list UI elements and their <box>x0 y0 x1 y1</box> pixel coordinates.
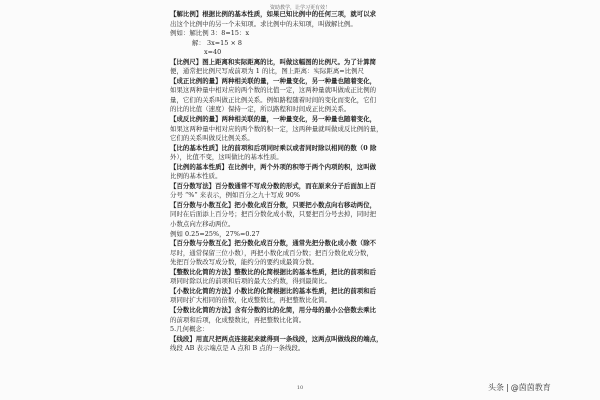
text-line: 先把百分数改写成分数，能约分的要约成最简分数。 <box>170 258 319 267</box>
text-line: 【整数比化简的方法】整数比的化简根据比的基本性质，把比的前项和后 <box>170 267 377 276</box>
text-line: 例如：解比例 3：8=15：x <box>170 29 250 38</box>
text-line: 小数点向左移动两位。 <box>170 220 235 229</box>
text-line: 5.几何概念： <box>170 325 209 334</box>
text-line: 【比例的基本性质】在比例中，两个外项的积等于两个内项的积，这叫做 <box>170 162 377 171</box>
text-line: 【百分数写法】百分数通常不写成分数的形式，而在原来分子后面加上百 <box>170 181 377 190</box>
text-line: 【成反比例的量】两种相关联的量，一种量变化，另一种量也随着变化， <box>170 115 377 124</box>
text-line: 量，它们的关系叫做正比例关系。例如路程随着时间的变化而变化，它们 <box>170 95 377 104</box>
text-line: 【线段】用直尺把两点连接起来就得到一条线段，这两点叫做线段的端点， <box>170 334 383 343</box>
text-line: 分号 “%” 来表示，例如百分之九十写成 90% <box>170 191 300 200</box>
watermark-separator: | <box>506 383 509 392</box>
text-line: 线段 AB 表示端点是 A 点和 B 点的一条线段。 <box>170 344 305 353</box>
text-line: 出这个比例中的另一个未知项。求比例中的未知项，叫做解比例。 <box>170 19 357 28</box>
text-line: 【分数比化简的方法】含有分数的比的化简，用分母的最小公倍数去乘比 <box>170 305 377 314</box>
text-line: 【比例尺】图上距离和实际距离的比，叫做这幅图的比例尺。为了计算简 <box>170 57 377 66</box>
text-line: 【比的基本性质】比的前项和后项同时乘以或者同时除以相同的数（0 除 <box>170 143 377 152</box>
text-line: 【小数比化简的方法】小数比的化简根据比的基本性质，把比的前项和后 <box>170 286 377 295</box>
text-line: 外），比值不变，这叫做比的基本性质。 <box>170 153 283 162</box>
text-line: 【百分数与分数互化】把分数化成百分数，通常先把分数化成小数（除不 <box>170 239 377 248</box>
text-line: 的比的比值（速度）保持一定，所以路程和时间成正比例关系。 <box>170 105 351 114</box>
text-line: 同时在后面添上百分号；把百分数化成小数，只要把百分号去掉，同时把 <box>170 210 377 219</box>
text-line: 【解比例】根据比例的基本性质，如果已知比例中的任何三项，就可以求 <box>170 10 377 18</box>
text-line: x=40 <box>204 48 222 57</box>
text-line: 例如 0.25=25%，27%=0.27 <box>170 229 260 238</box>
text-line: 如果这两种量中相对应的两个数的比值一定，这两种量就叫做成正比例的 <box>170 86 377 95</box>
text-line: 的前项和后项，化成整数比，再把整数比化简。 <box>170 315 306 324</box>
watermark-account: @茵茵教育 <box>510 383 551 392</box>
text-line: 项同时扩大相同的倍数，化成整数比，再把整数比化简。 <box>170 296 332 305</box>
watermark-brand: 头条 <box>488 383 504 392</box>
page-number: 10 <box>296 385 304 391</box>
text-line: 尽时，通常保留三位小数），再把小数化成百分数；把百分数化成分数， <box>170 248 373 257</box>
document-body <box>170 10 440 354</box>
text-line: 比例的基本性质。 <box>170 172 222 181</box>
text-line: 它们的关系叫做反比例关系。 <box>170 134 254 143</box>
page-header: 资助教学，让学习更有效！ <box>269 5 330 11</box>
text-line: 解： 3x=15 × 8 <box>192 38 243 47</box>
text-line: 如果这两种量中相对应的两个数的积一定，这两种量就叫做成反比例的量， <box>170 124 383 133</box>
watermark <box>488 382 551 393</box>
text-line: 项同时除以比的前项和后项的最大公约数，得到最简比。 <box>170 277 332 286</box>
text-line: 【成正比例的量】两种相关联的量，一种量变化，另一种量也随着变化， <box>170 76 377 85</box>
text-line: 【百分数与小数互化】把小数化成百分数，只要把小数点向右移动两位， <box>170 200 377 209</box>
text-line: 便，通常把比例尺写成前项为 1 的比，图上距离：实际距离=比例尺 <box>170 67 365 76</box>
